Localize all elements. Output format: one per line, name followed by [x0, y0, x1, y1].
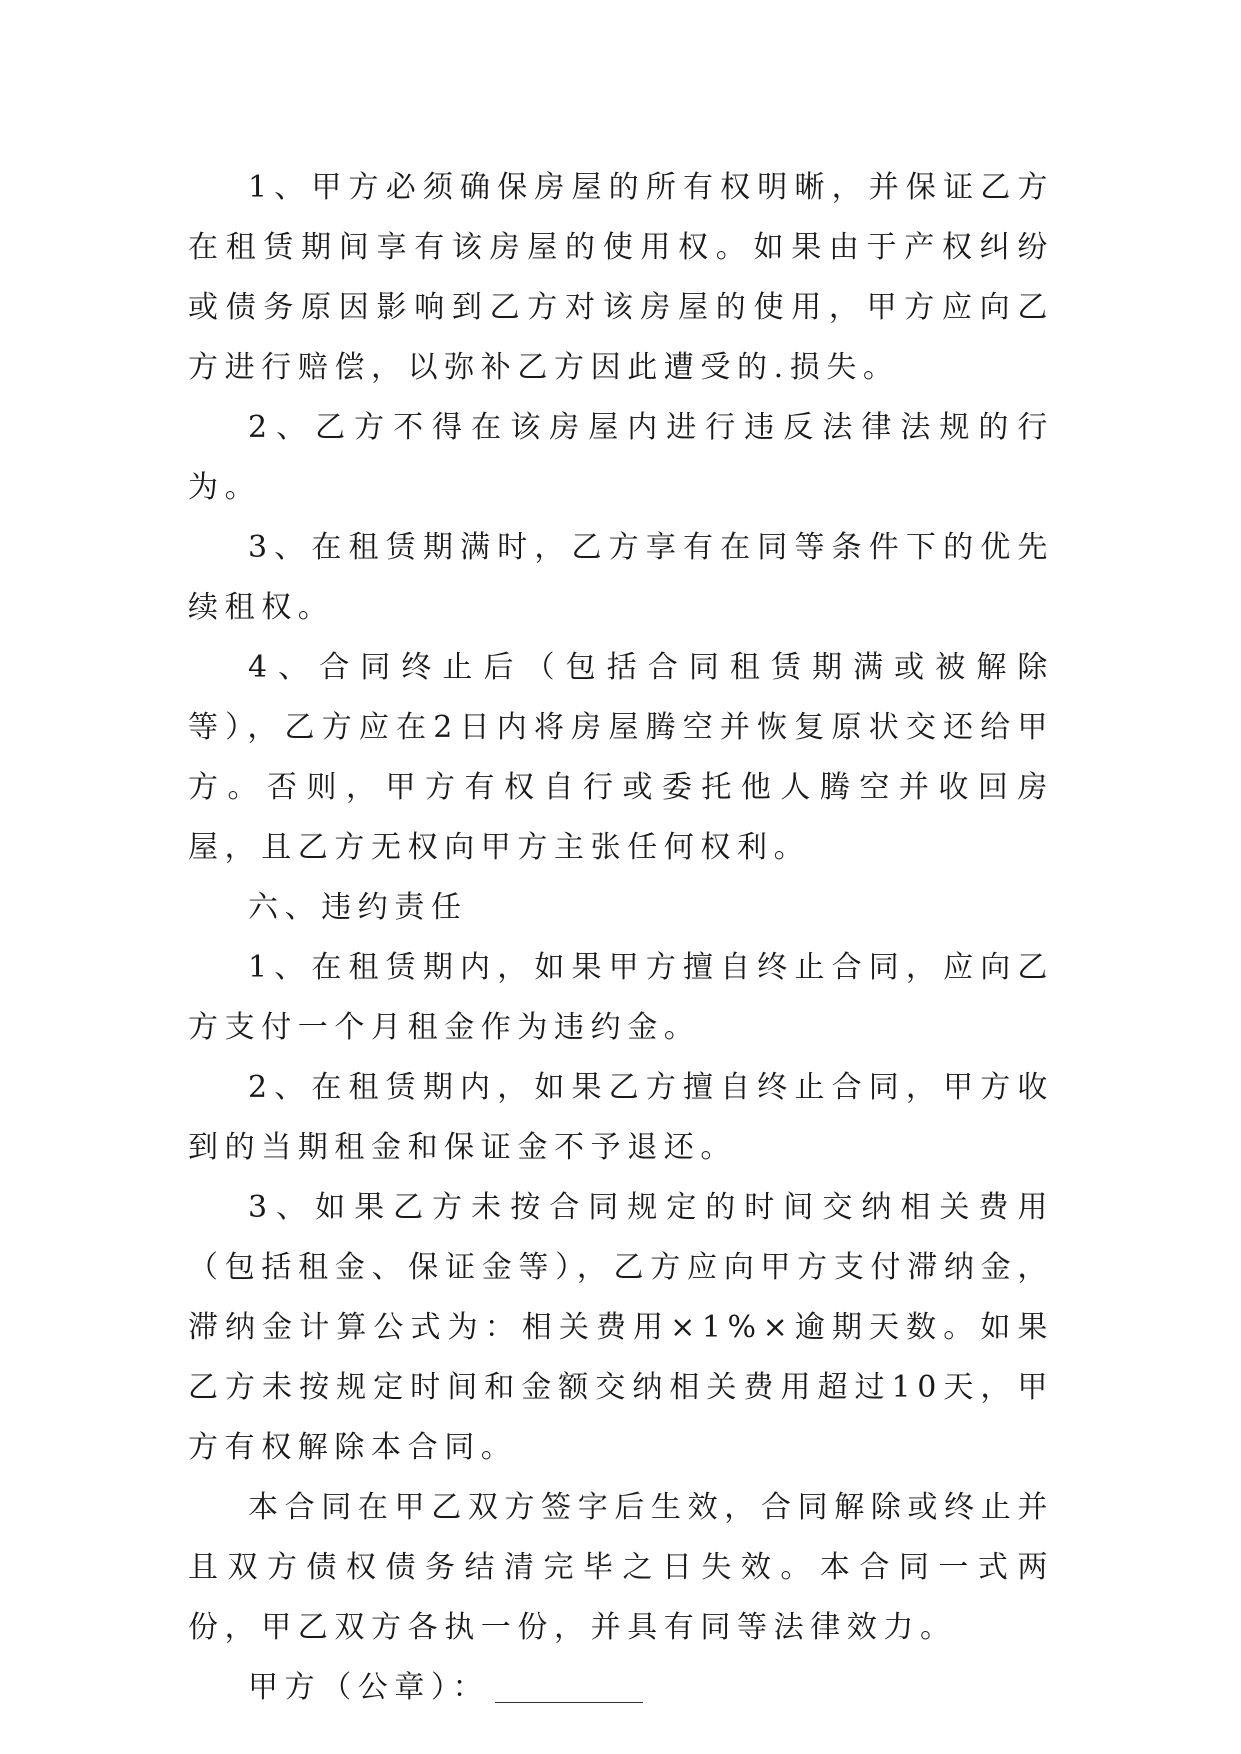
section-heading: 六、违约责任 [248, 890, 468, 925]
signature-line [188, 1658, 1054, 1718]
clause-paragraph: 2、乙方不得在该房屋内进行违反法律法规的行为。 [188, 410, 1054, 505]
clause-paragraph: 本合同在甲乙双方签字后生效，合同解除或终止并且双方债权债务结清完毕之日失效。本合同一式两份，甲乙双方各执一份，并具有同等法律效力。 [188, 1490, 1054, 1645]
clause-paragraph: 1、在租赁期内，如果甲方擅自终止合同，应向乙方支付一个月租金作为违约金。 [188, 950, 1054, 1045]
clause-paragraph: 3、如果乙方未按合同规定的时间交纳相关费用（包括租金、保证金等），乙方应向甲方支付滞纳金，滞纳金计算公式为：相关费用×1%×逾期天数。如果乙方未按规定时间和金额交纳相关费用超过10天，甲方有权解除本合同。 [188, 1190, 1054, 1465]
clause-paragraph: 4、合同终止后（包括合同租赁期满或被解除等），乙方应在2日内将房屋腾空并恢复原状交还给甲方。否则，甲方有权自行或委托他人腾空并收回房屋，且乙方无权向甲方主张任何权利。 [188, 650, 1054, 865]
clause-paragraph: 3、在租赁期满时，乙方享有在同等条件下的优先续租权。 [188, 530, 1054, 625]
signature-blank [495, 1668, 643, 1703]
document-body [188, 158, 1054, 1718]
clause-paragraph: 1、甲方必须确保房屋的所有权明晰，并保证乙方在租赁期间享有该房屋的使用权。如果由于产权纠纷或债务原因影响到乙方对该房屋的使用，甲方应向乙方进行赔偿，以弥补乙方因此遭受的.损失。 [188, 170, 1054, 385]
clause-paragraph: 2、在租赁期内，如果乙方擅自终止合同，甲方收到的当期租金和保证金不予退还。 [188, 1070, 1054, 1165]
signature-label: 甲方（公章）： [248, 1670, 490, 1705]
